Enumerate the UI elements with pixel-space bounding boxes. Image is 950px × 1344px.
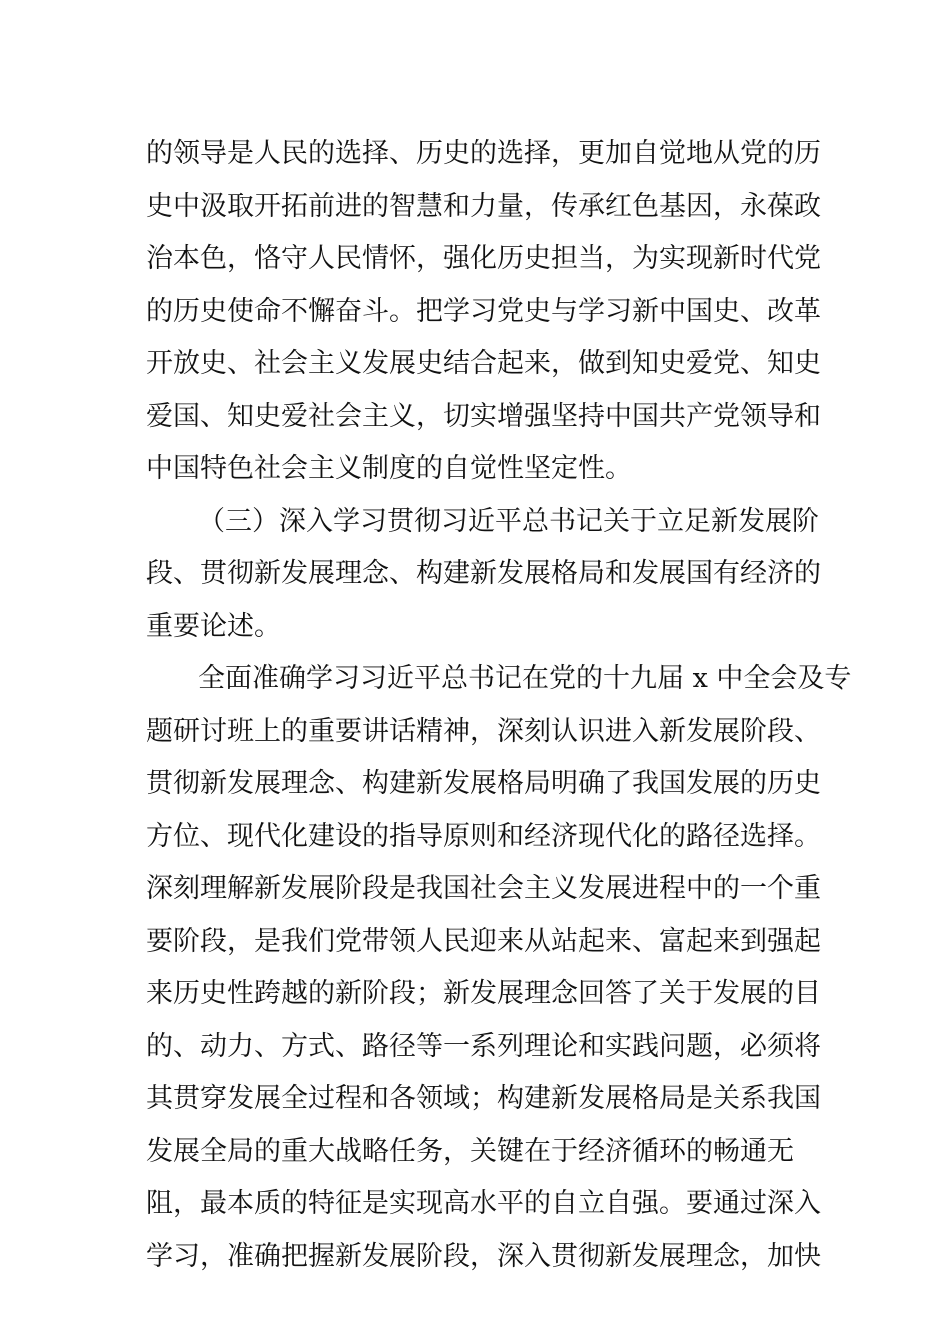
text-line: 的领导是人民的选择、历史的选择，更加自觉地从党的历	[146, 138, 821, 169]
text-line: 史中汲取开拓前进的智慧和力量，传承红色基因，永葆政	[146, 190, 821, 222]
section-heading-line: 重要论述。	[146, 610, 281, 642]
text-line: 全面准确学习习近平总书记在党的十九届 x 中全会及专	[198, 663, 852, 694]
text-line: 方位、现代化建设的指导原则和经济现代化的路径选择。	[146, 820, 821, 852]
text-line: 其贯穿发展全过程和各领域；构建新发展格局是关系我国	[146, 1083, 821, 1114]
text-line: 贯彻新发展理念、构建新发展格局明确了我国发展的历史	[146, 768, 821, 799]
text-line: 题研讨班上的重要讲话精神，深刻认识进入新发展阶段、	[146, 715, 821, 747]
text-line: 来历史性跨越的新阶段；新发展理念回答了关于发展的目	[146, 978, 821, 1009]
section-heading-line: （三）深入学习贯彻习近平总书记关于立足新发展阶	[198, 505, 819, 537]
text-line: 治本色，恪守人民情怀，强化历史担当，为实现新时代党	[146, 243, 821, 274]
text-line: 学习，准确把握新发展阶段，深入贯彻新发展理念，加快	[146, 1240, 821, 1272]
document-body	[146, 128, 852, 1283]
text-line: 中国特色社会主义制度的自觉性坚定性。	[146, 453, 632, 484]
text-line: 爱国、知史爱社会主义，切实增强坚持中国共产党领导和	[146, 400, 821, 432]
text-line: 阻，最本质的特征是实现高水平的自立自强。要通过深入	[146, 1188, 821, 1219]
text-line: 开放史、社会主义发展史结合起来，做到知史爱党、知史	[146, 348, 821, 379]
text-line: 深刻理解新发展阶段是我国社会主义发展进程中的一个重	[146, 873, 821, 904]
text-line: 的、动力、方式、路径等一系列理论和实践问题，必须将	[146, 1030, 821, 1062]
text-line: 要阶段，是我们党带领人民迎来从站起来、富起来到强起	[146, 925, 821, 957]
text-line: 的历史使命不懈奋斗。把学习党史与学习新中国史、改革	[146, 295, 821, 327]
text-line: 发展全局的重大战略任务，关键在于经济循环的畅通无	[146, 1135, 794, 1167]
section-heading-line: 段、贯彻新发展理念、构建新发展格局和发展国有经济的	[146, 558, 821, 589]
